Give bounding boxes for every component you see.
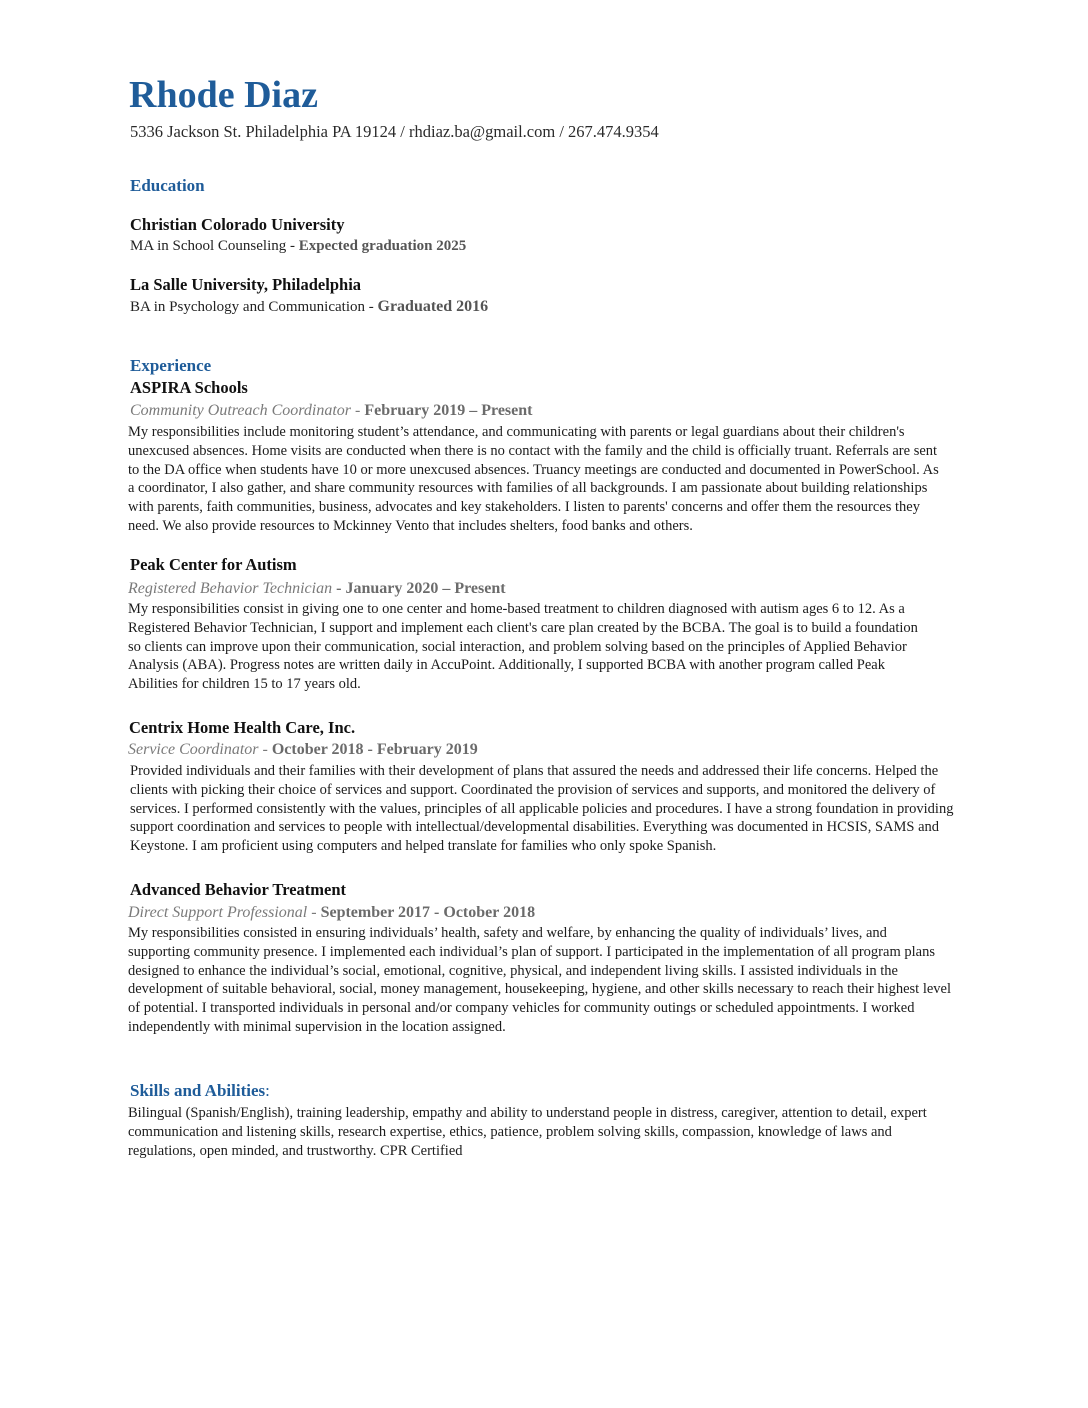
job-separator: - bbox=[307, 904, 321, 921]
job-description-line: Provided individuals and their families with their development of plans that assured the needs and addressed their life concerns. Helped the bbox=[130, 763, 939, 779]
job-role: Service Coordinator bbox=[128, 741, 259, 758]
education-school: Christian Colorado University bbox=[130, 215, 345, 234]
education-status: Graduated 2016 bbox=[377, 298, 489, 315]
contact-info: 5336 Jackson St. Philadelphia PA 19124 / rhdiaz.ba@gmail.com / 267.474.9354 bbox=[130, 122, 659, 141]
job-description-line: a coordinator, I also gather, and share community resources with families of all backgrounds. I am passionate about building relationships bbox=[128, 480, 928, 497]
job-separator: - bbox=[351, 402, 365, 419]
experience-heading: Experience bbox=[130, 356, 212, 375]
job-dates: September 2017 - October 2018 bbox=[320, 904, 536, 921]
skills-line: communication and listening skills, research expertise, ethics, patience, problem solving skills, compassion, knowledge of laws and bbox=[128, 1123, 892, 1140]
job-description-line: My responsibilities consisted in ensuring individuals’ health, safety and welfare, by enhancing the quality of individuals’ lives, and bbox=[128, 925, 887, 941]
job-description bbox=[130, 762, 1040, 856]
job-description-line: need. We also provide resources to Mckinney Vento that includes shelters, food banks and others. bbox=[128, 517, 693, 534]
job-dates: January 2020 – Present bbox=[345, 580, 506, 597]
job-description-line: designed to enhance the individual’s social, emotional, cognitive, physical, and independent living skills. I assisted individuals in the bbox=[128, 962, 898, 979]
job-role: Community Outreach Coordinator bbox=[130, 402, 352, 419]
job-description-line: clients with picking their choice of services and support. Coordinated the provision of services and supports, and monitored the delivery of bbox=[130, 781, 936, 798]
education-degree: BA in Psychology and Communication - bbox=[130, 299, 374, 315]
job-description-line: development of suitable behavioral, social, money management, housekeeping, hygiene, and other skills necessary to reach their highest level bbox=[128, 981, 952, 998]
job-role-line bbox=[128, 902, 535, 923]
job-role: Direct Support Professional bbox=[128, 904, 308, 921]
skills-description bbox=[128, 1104, 1038, 1160]
job-description bbox=[128, 600, 1038, 694]
job-organization: ASPIRA Schools bbox=[130, 378, 248, 397]
job-role-line bbox=[128, 578, 506, 599]
skills-heading bbox=[130, 1080, 270, 1102]
job-description-line: Registered Behavior Technician, I support and implement each client's care plan created by the BCBA. The goal is to build a foundation bbox=[128, 619, 918, 636]
job-description-line: Keystone. I am proficient using computers and helped translate for families who only spoke Spanish. bbox=[130, 838, 717, 855]
skills-heading-text: Skills and Abilities bbox=[130, 1081, 266, 1100]
skills-heading-colon: : bbox=[265, 1081, 270, 1100]
job-description bbox=[128, 423, 1038, 536]
education-school: La Salle University, Philadelphia bbox=[130, 275, 362, 294]
job-description-line: independently with minimal supervision in the location assigned. bbox=[128, 1018, 506, 1035]
job-separator: - bbox=[332, 580, 346, 597]
job-role: Registered Behavior Technician bbox=[128, 580, 333, 597]
job-description bbox=[128, 924, 1038, 1037]
job-role-line bbox=[128, 739, 478, 760]
job-organization: Centrix Home Health Care, Inc. bbox=[129, 718, 356, 737]
job-description-line: My responsibilities include monitoring student’s attendance, and communicating with parents or legal guardians about their children's bbox=[128, 424, 905, 440]
education-degree-line bbox=[130, 297, 488, 317]
job-role-line bbox=[130, 400, 532, 421]
job-description-line: Analysis (ABA). Progress notes are written daily in AccuPoint. Additionally, I supported BCBA with another program called Peak bbox=[128, 657, 885, 674]
job-description-line: Abilities for children 15 to 17 years old. bbox=[128, 676, 361, 693]
skills-line: Bilingual (Spanish/English), training leadership, empathy and ability to understand people in distress, caregiver, attention to detail, expert bbox=[128, 1105, 927, 1121]
education-degree: MA in School Counseling - bbox=[130, 238, 296, 254]
job-dates: October 2018 - February 2019 bbox=[271, 741, 478, 758]
education-heading: Education bbox=[130, 176, 205, 195]
job-organization: Peak Center for Autism bbox=[130, 555, 297, 574]
job-organization: Advanced Behavior Treatment bbox=[130, 880, 347, 899]
job-description-line: support coordination and services to people with intellectual/developmental disabilities. Everything was documented in HCSIS, SAMS and bbox=[130, 819, 940, 836]
skills-line: regulations, open minded, and trustworthy. CPR Certified bbox=[128, 1142, 463, 1159]
job-description-line: with parents, faith communities, business, advocates and key stakeholders. I listen to parents' concerns and offer them the resources they bbox=[128, 499, 920, 516]
education-degree-line bbox=[130, 236, 466, 256]
candidate-name: Rhode Diaz bbox=[129, 74, 318, 116]
job-description-line: unexcused absences. Home visits are conducted when there is no contact with the family and the child is officially truant. Referrals are sent bbox=[128, 442, 938, 459]
job-separator: - bbox=[258, 741, 272, 758]
job-description-line: to the DA office when students have 10 or more unexcused absences. Truancy meetings are conducted and documented in PowerSchool. As bbox=[128, 461, 939, 478]
job-description-line: of potential. I transported individuals in personal and/or company vehicles for community outings or scheduled appointments. I worked bbox=[128, 1000, 915, 1017]
education-status: Expected graduation 2025 bbox=[298, 238, 467, 254]
job-description-line: My responsibilities consist in giving one to one center and home-based treatment to children diagnosed with autism ages 6 to 12. As a bbox=[128, 601, 905, 617]
job-description-line: so clients can improve upon their communication, social interaction, and problem solving based on the principles of Applied Behavior bbox=[128, 638, 907, 655]
job-description-line: supporting community presence. I implemented each individual’s plan of support. I participated in the implementation of all program plans bbox=[128, 943, 935, 960]
job-description-line: services. I performed consistently with the values, principles of all applicable policies and procedures. I have a strong foundation in providing bbox=[130, 800, 954, 817]
job-dates: February 2019 – Present bbox=[364, 402, 533, 419]
